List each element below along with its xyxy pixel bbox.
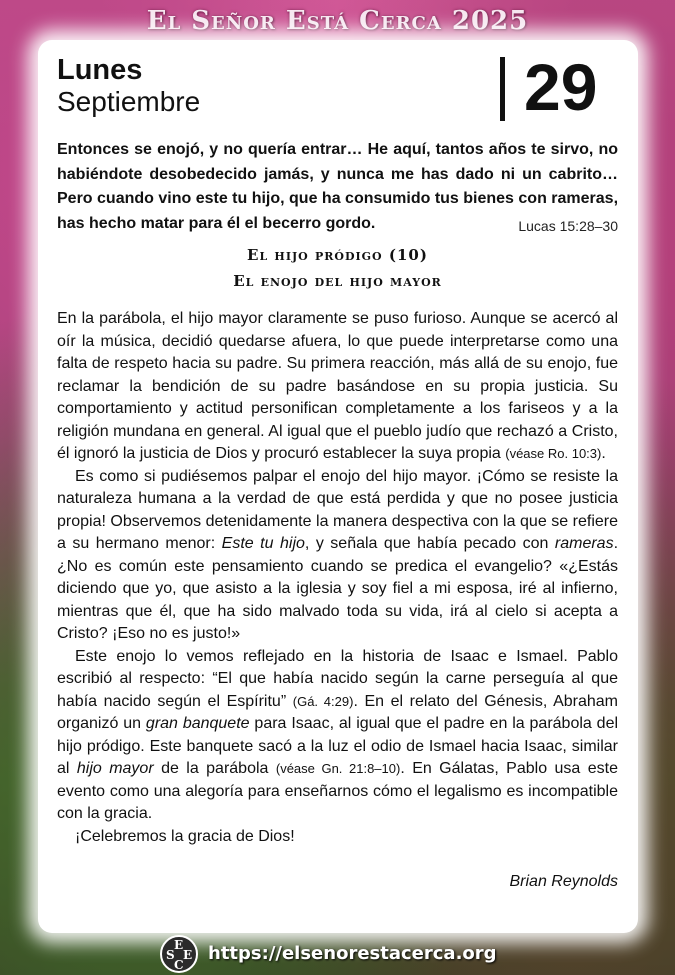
verse-reference: Lucas 15:28–30 [518,217,618,234]
date-divider [500,57,505,121]
website-link[interactable]: https://elsenorestacerca.org [208,943,497,964]
bible-verse [57,138,618,238]
day-number: 29 [524,50,598,124]
paragraph-1: En la parábola, el hijo mayor claramente se puso furioso. Aunque se acercó al oír la música, decidió quedarse afuera, lo que puede interpretarse como una falta de respeto hacia su padre. Su primera reacción, más allá de su enojo, fue reclamar la bendición de su padre basándose en su propia justicia. Su comportamiento y actitud personifican completamente a los fariseos y a la religión mundana en general. Al igual que el pueblo judío que rechazó a Cristo, él ignoró la justicia de Dios y procuró establecer la suya propia (véase Ro. 10:3). [57,310,618,462]
paragraph-3: Este enojo lo vemos reflejado en la historia de Isaac e Ismael. Pablo escribió al respecto: “El que había nacido según la carne perseguía al que había nacido según el Espíritu” (Gá. 4:29). En el relato del Génesis, Abraham organizó un gran banquete para Isaac, al igual que el padre en la parábola del hijo pródigo. Este banquete sacó a la luz el odio de Ismael hacia Isaac, similar al hijo mayor de la parábola (véase Gn. 21:8–10). En Gálatas, Pablo usa este evento como una alegoría para enseñarnos cómo el legalismo es incompatible con la gracia. [57,647,619,822]
article-title: El hijo pródigo (10) [247,246,428,264]
paragraph-2: Es como si pudiésemos palpar el enojo del hijo mayor. ¡Cómo se resiste la naturaleza humana a la verdad de que está perdida y que no posee justicia propia! Observemos detenidamente la manera despectiva con la que se refiere a su hermano menor: Este tu hijo, y señala que había pecado con rameras. ¿No es común este pensamiento cuando se predica el evangelio? «¿Estás diciendo que yo, que asisto a la iglesia y soy fiel a mi esposa, iré al infierno, mientras que él, que ha sido malvado toda su vida, irá al cielo si acepta a Cristo? ¡Eso no es justo!» [57,467,619,642]
scripture-ref: (véase Ro. 10:3) [505,446,602,461]
esec-logo[interactable]: E S E C [160,935,198,973]
month-label: Septiembre [57,86,201,117]
weekday-label: Lunes [57,54,143,86]
article-body [57,308,618,848]
article-subtitle: El enojo del hijo mayor [233,272,442,290]
scripture-ref: (véase Gn. 21:8–10) [275,761,401,776]
author-name: Brian Reynolds [509,873,618,890]
verse-text: Entonces se enojó, y no quería entrar… He aquí, tantos años te sirvo, no habiéndote desobedecido jamás, y nunca me has dado ni un cabrito… Pero cuando vino este tu hijo, que ha consumido tus bienes con rameras, has hecho matar para él el becerro gordo. [57,141,619,232]
paragraph-4: ¡Celebremos la gracia de Dios! [75,827,295,845]
publication-title: El Señor Está Cerca 2025 [146,6,529,36]
scripture-ref: (Gá. 4:29) [292,693,354,709]
